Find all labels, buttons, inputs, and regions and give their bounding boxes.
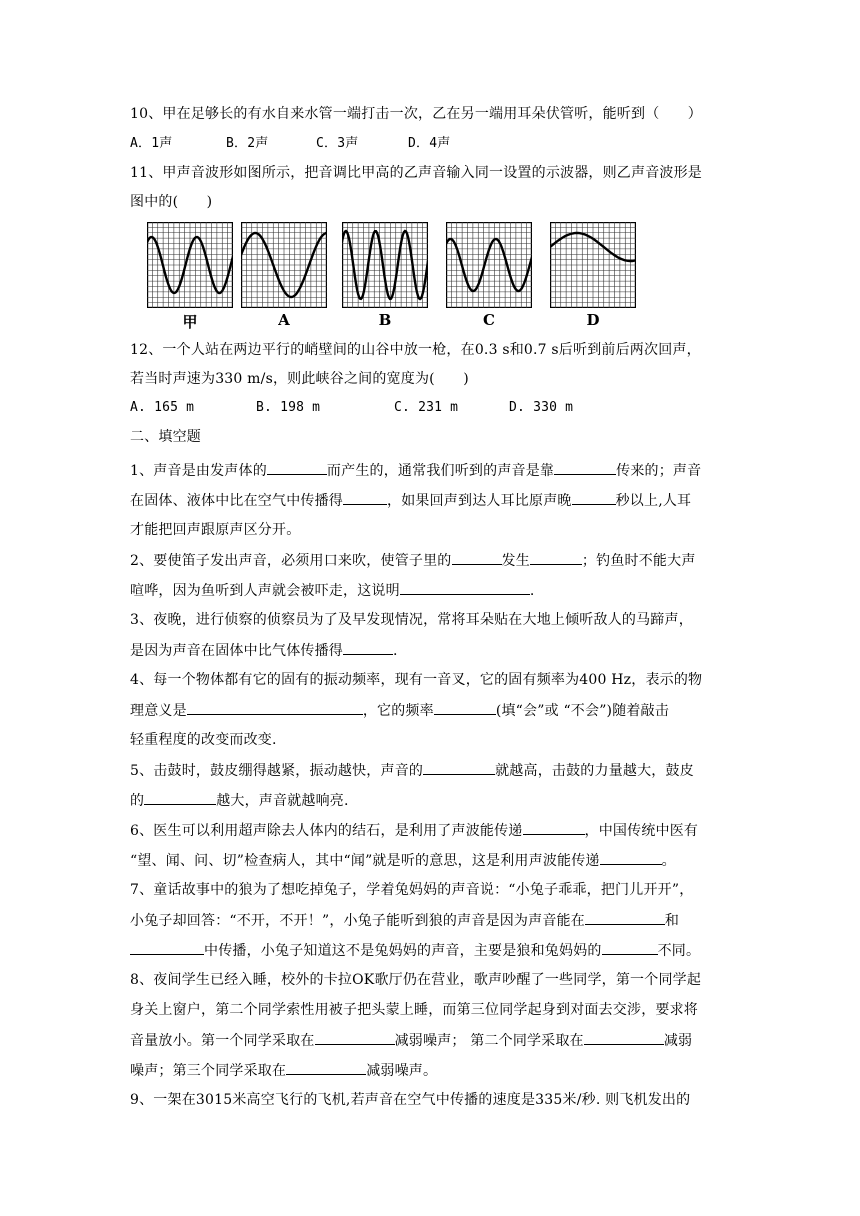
- text: 理意义是: [130, 703, 187, 719]
- q12-option-b: B. 198 m: [256, 400, 321, 415]
- text: 就越高，击鼓的力量越大，鼓皮: [495, 763, 694, 779]
- answer-blank[interactable]: [343, 640, 393, 655]
- answer-blank[interactable]: [523, 820, 585, 835]
- fill-q1-line3: 才能把回声跟原声区分开。: [130, 522, 301, 538]
- q11-stem-line1: 11、甲声音波形如图所示，把音调比甲高的乙声音输入同一设置的示波器，则乙声音波形是: [130, 165, 703, 181]
- answer-blank[interactable]: [423, 760, 495, 775]
- fill-q3-line2: [130, 640, 398, 661]
- text: 中传播，小兔子知道这不是兔妈妈的声音，主要是狼和兔妈妈的: [204, 943, 602, 959]
- fill-q4-line1: 4、每一个物体都有它的固有的振动频率，现有一音叉，它的固有频率为400 Hz，表示的物: [130, 672, 703, 688]
- text: 的: [130, 793, 145, 809]
- answer-blank[interactable]: [286, 1060, 366, 1075]
- fill-q8-line4: [130, 1060, 437, 1081]
- fill-q7-line2: [130, 910, 679, 931]
- waveform-a-figure: [241, 222, 327, 308]
- answer-blank[interactable]: [144, 790, 216, 805]
- answer-blank[interactable]: [530, 550, 582, 565]
- text: .: [529, 583, 535, 599]
- figure-label-jia: 甲: [182, 313, 198, 331]
- answer-blank[interactable]: [400, 580, 530, 595]
- answer-blank[interactable]: [600, 850, 662, 865]
- text: 。: [661, 853, 676, 869]
- text: 在固体、液体中比在空气中传播得: [130, 493, 343, 509]
- q10-option-d: D．4声: [408, 136, 451, 151]
- text: 减弱: [663, 1033, 693, 1049]
- q11-stem-line2: 图中的( ): [130, 194, 213, 210]
- text: (填“会”或 “不会”)随着敲击: [495, 703, 670, 719]
- fill-q4-line2: [130, 700, 669, 721]
- fill-q6-line2: [130, 850, 676, 871]
- text: “望、闻、问、切”检查病人，其中“闻”就是听的意思，这是利用声波能传递: [130, 853, 600, 869]
- text: 音量放小。第一个同学采取在: [130, 1033, 315, 1049]
- q12-option-a: A. 165 m: [130, 400, 195, 415]
- answer-blank[interactable]: [602, 940, 658, 955]
- figure-label-a: A: [278, 311, 290, 329]
- q12-options: [130, 398, 573, 418]
- answer-blank[interactable]: [315, 1030, 395, 1045]
- text: 传来的；声音: [616, 463, 702, 479]
- answer-blank[interactable]: [572, 490, 616, 505]
- waveform-d-figure: [550, 222, 636, 308]
- answer-blank[interactable]: [187, 700, 363, 715]
- text: 2、要使笛子发出声音，必须用口来吹，使管子里的: [130, 553, 452, 569]
- answer-blank[interactable]: [554, 460, 616, 475]
- fill-q2-line2: [130, 580, 534, 601]
- q10-option-a: A．1声: [130, 136, 173, 151]
- waveform-b-figure: [342, 222, 428, 308]
- fill-q5-line1: [130, 760, 694, 781]
- fill-q1-line2: [130, 490, 691, 511]
- fill-q4-line3: 轻重程度的改变而改变.: [130, 732, 277, 748]
- fill-q8-line3: [130, 1030, 692, 1051]
- q10-options: [130, 134, 450, 154]
- answer-blank[interactable]: [585, 910, 665, 925]
- answer-blank[interactable]: [452, 550, 502, 565]
- fill-q9-line1: 9、一架在3015米高空飞行的飞机,若声音在空气中传播的速度是335米/秒. 则飞机发出的: [130, 1092, 691, 1108]
- text: ，它的频率: [362, 703, 434, 719]
- q10-option-b: B．2声: [226, 136, 269, 151]
- waveform-c-figure: [446, 222, 532, 308]
- fill-q1-line1: [130, 460, 701, 481]
- fill-q2-line1: [130, 550, 696, 571]
- figure-label-c: C: [483, 311, 495, 329]
- text: 是因为声音在固体中比气体传播得: [130, 643, 343, 659]
- text: 和: [664, 913, 680, 929]
- answer-blank[interactable]: [130, 940, 204, 955]
- section-title: 二、填空题: [130, 429, 201, 445]
- answer-blank[interactable]: [434, 700, 496, 715]
- fill-q8-line2: 身关上窗户，第二个同学索性用被子把头蒙上睡，而第三位同学起身到对面去交涉，要求将: [130, 1002, 698, 1018]
- fill-q5-line2: [130, 790, 349, 811]
- text: 6、医生可以利用超声除去人体内的结石，是利用了声波能传递: [130, 823, 523, 839]
- text: ，如果回声到达人耳比原声晚: [387, 493, 572, 509]
- text: 减弱噪声； 第二个同学采取在: [394, 1033, 584, 1049]
- q10-stem: 10、甲在足够长的有水自来水管一端打击一次，乙在另一端用耳朵伏管听，能听到（ ）: [130, 106, 703, 122]
- text: 减弱噪声。: [366, 1063, 438, 1079]
- text: 5、击鼓时，鼓皮绷得越紧，振动越快，声音的: [130, 763, 424, 779]
- text: 秒以上,人耳: [615, 493, 692, 509]
- figure-label-d: D: [586, 311, 600, 329]
- text: .: [393, 643, 398, 659]
- text: 越大，声音就越响亮.: [216, 793, 349, 809]
- text: 1、声音是由发声体的: [130, 463, 267, 479]
- fill-q6-line1: [130, 820, 698, 841]
- text: 发生: [501, 553, 530, 569]
- fill-q7-line3: [130, 940, 700, 961]
- text: 不同。: [657, 943, 701, 959]
- q12-stem-line2: 若当时声速为330 m/s，则此峡谷之间的宽度为( ): [130, 371, 469, 387]
- figure-label-b: B: [378, 311, 392, 329]
- answer-blank[interactable]: [267, 460, 327, 475]
- fill-q8-line1: 8、夜间学生已经入睡，校外的卡拉OK歌厅仍在营业，歌声吵醒了一些同学，第一个同学起: [130, 972, 702, 988]
- q12-stem-line1: 12、一个人站在两边平行的峭壁间的山谷中放一枪，在0.3 s和0.7 s后听到前后两次回声，: [130, 342, 701, 358]
- text: ，中国传统中医有: [584, 823, 699, 839]
- answer-blank[interactable]: [343, 490, 387, 505]
- text: ；钓鱼时不能大声: [581, 553, 696, 569]
- q12-option-d: D. 330 m: [509, 400, 574, 415]
- fill-q3-line1: 3、夜晚，进行侦察的侦察员为了及早发现情况，常将耳朵贴在大地上倾听敌人的马蹄声，: [130, 612, 693, 628]
- text: 而产生的，通常我们听到的声音是靠: [326, 463, 555, 479]
- text: 噪声；第三个同学采取在: [130, 1063, 287, 1079]
- q10-option-c: C．3声: [316, 136, 359, 151]
- text: 喧哗，因为鱼听到人声就会被吓走，这说明: [130, 583, 400, 599]
- fill-q7-line1: 7、童话故事中的狼为了想吃掉兔子，学着兔妈妈的声音说：“小兔子乖乖，把门儿开开”，: [130, 882, 694, 898]
- answer-blank[interactable]: [584, 1030, 664, 1045]
- text: 小兔子却回答：“不开，不开！”，小兔子能听到狼的声音是因为声音能在: [130, 913, 585, 929]
- q12-option-c: C. 231 m: [394, 400, 459, 415]
- waveform-jia-figure: [147, 222, 233, 308]
